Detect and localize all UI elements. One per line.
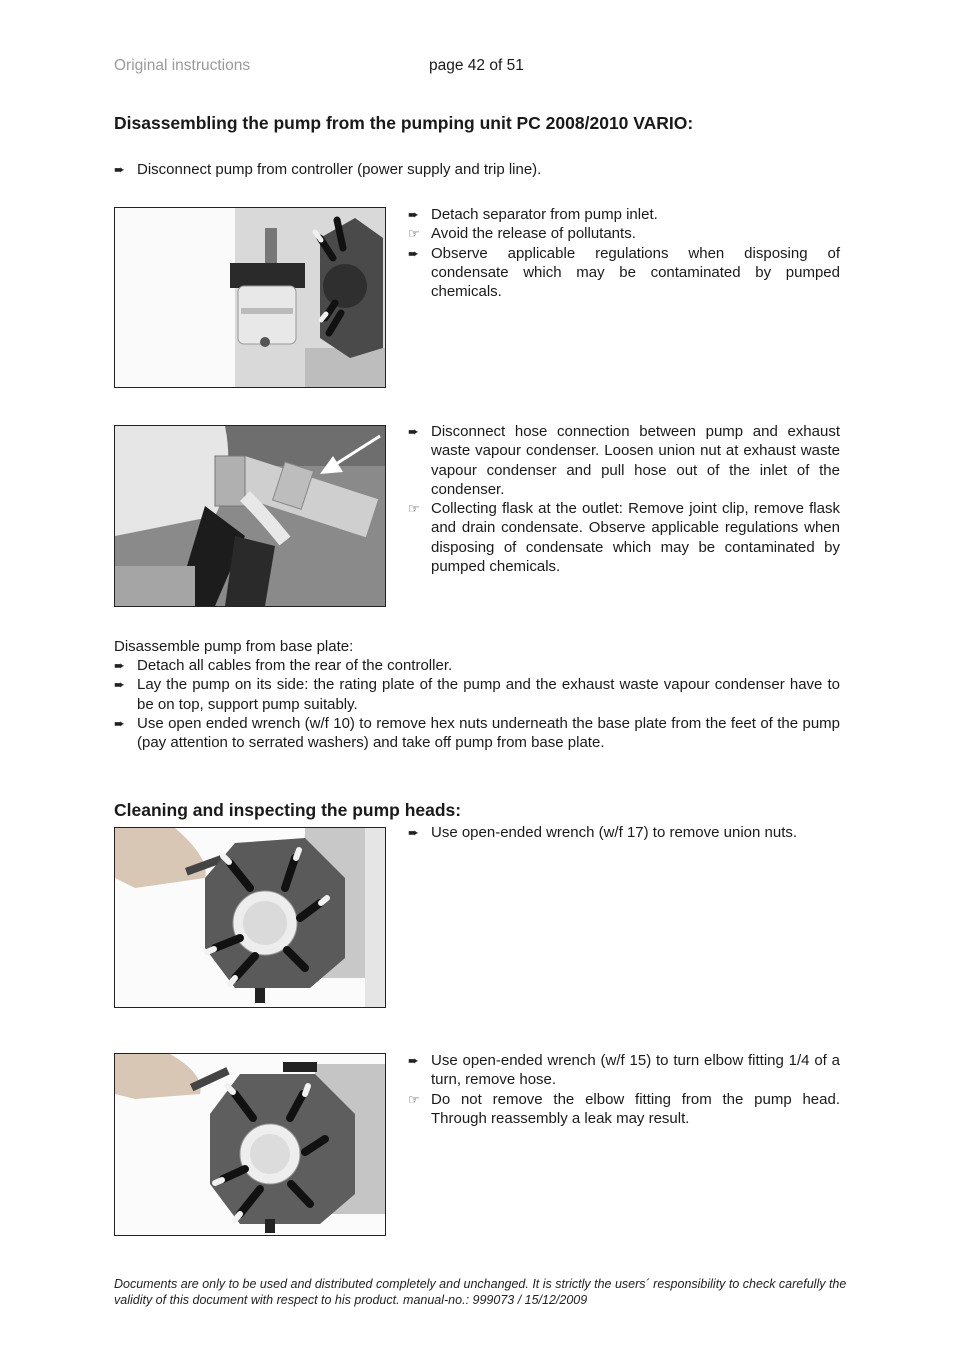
instruction-text: Collecting flask at the outlet: Remove joint clip, remove flask and drain condensate. Observe applicable regulations when disposing of condensate which may be contaminated by pumped chemicals. bbox=[431, 500, 840, 576]
arrow-icon: ➨ bbox=[114, 715, 125, 731]
arrow-icon: ➨ bbox=[114, 162, 125, 177]
header-document-type: Original instructions bbox=[114, 57, 251, 74]
elbow-fitting-instructions bbox=[408, 1051, 840, 1128]
instruction-item bbox=[408, 499, 840, 576]
hand-pointer-icon: ☞ bbox=[408, 501, 420, 517]
separator-instructions bbox=[408, 205, 840, 301]
instruction-text: Disconnect hose connection between pump and exhaust waste vapour condenser. Loosen union nut at exhaust waste vapour condenser and pull hose out of the inlet of the condenser. bbox=[431, 423, 840, 498]
instruction-item bbox=[114, 160, 840, 179]
instruction-text: Use open-ended wrench (w/f 17) to remove union nuts. bbox=[431, 824, 798, 841]
union-nut-instructions bbox=[408, 823, 840, 842]
instruction-text: Disconnect pump from controller (power supply and trip line). bbox=[137, 161, 542, 178]
hand-pointer-icon: ☞ bbox=[408, 226, 420, 242]
hand-pointer-icon: ☞ bbox=[408, 1091, 420, 1107]
section-title-cleaning: Cleaning and inspecting the pump heads: bbox=[114, 800, 462, 820]
instruction-item bbox=[114, 714, 840, 753]
arrow-icon: ➨ bbox=[408, 424, 419, 439]
instruction-text: Use open-ended wrench (w/f 15) to turn elbow fitting 1/4 of a turn, remove hose. bbox=[431, 1052, 840, 1089]
instruction-text: Avoid the release of pollutants. bbox=[431, 225, 636, 243]
instruction-text: Observe applicable regulations when disposing of condensate which may be contaminated by pumped chemicals. bbox=[431, 244, 840, 301]
base-plate-intro: Disassemble pump from base plate: bbox=[114, 638, 354, 655]
instruction-text: Detach separator from pump inlet. bbox=[431, 206, 658, 223]
instruction-item bbox=[114, 656, 840, 675]
instruction-item bbox=[408, 1051, 840, 1090]
instruction-text: Do not remove the elbow fitting from the pump head. Through reassembly a leak may result. bbox=[431, 1090, 840, 1127]
arrow-icon: ➨ bbox=[408, 207, 419, 222]
hose-instructions bbox=[408, 422, 840, 576]
arrow-icon: ➨ bbox=[408, 245, 419, 261]
instruction-item bbox=[114, 675, 840, 714]
photo-elbow-fitting bbox=[114, 1053, 386, 1236]
base-plate-instructions bbox=[114, 656, 840, 752]
instruction-item bbox=[408, 422, 840, 499]
instruction-item bbox=[408, 244, 840, 302]
instruction-item bbox=[408, 205, 840, 224]
arrow-icon: ➨ bbox=[408, 1053, 419, 1068]
section-title-disassembling: Disassembling the pump from the pumping unit PC 2008/2010 VARIO: bbox=[114, 113, 694, 133]
photo-separator bbox=[114, 207, 386, 388]
instruction-text: Use open ended wrench (w/f 10) to remove hex nuts underneath the base plate from the feet of the pump (pay attention to serrated washers) and take off pump from base plate. bbox=[137, 714, 840, 752]
instruction-item bbox=[408, 224, 840, 243]
footer-disclaimer: Documents are only to be used and distributed completely and unchanged. It is strictly the users´ responsibility to check carefully the validity of this document with respect to his product. manual-no.: 999073 / 15/12/2009 bbox=[114, 1277, 847, 1307]
arrow-icon: ➨ bbox=[408, 825, 419, 840]
instruction-item bbox=[408, 823, 840, 842]
arrow-icon: ➨ bbox=[114, 658, 125, 673]
photo-hose-connection bbox=[114, 425, 386, 607]
photo-union-nuts bbox=[114, 827, 386, 1008]
page-number: page 42 of 51 bbox=[429, 57, 524, 74]
instruction-text: Detach all cables from the rear of the controller. bbox=[137, 657, 453, 674]
intro-list bbox=[114, 160, 840, 179]
instruction-text: Lay the pump on its side: the rating plate of the pump and the exhaust waste vapour condenser have to be on top, support pump suitably. bbox=[137, 676, 840, 713]
arrow-icon: ➨ bbox=[114, 677, 125, 693]
instruction-item bbox=[408, 1090, 840, 1129]
